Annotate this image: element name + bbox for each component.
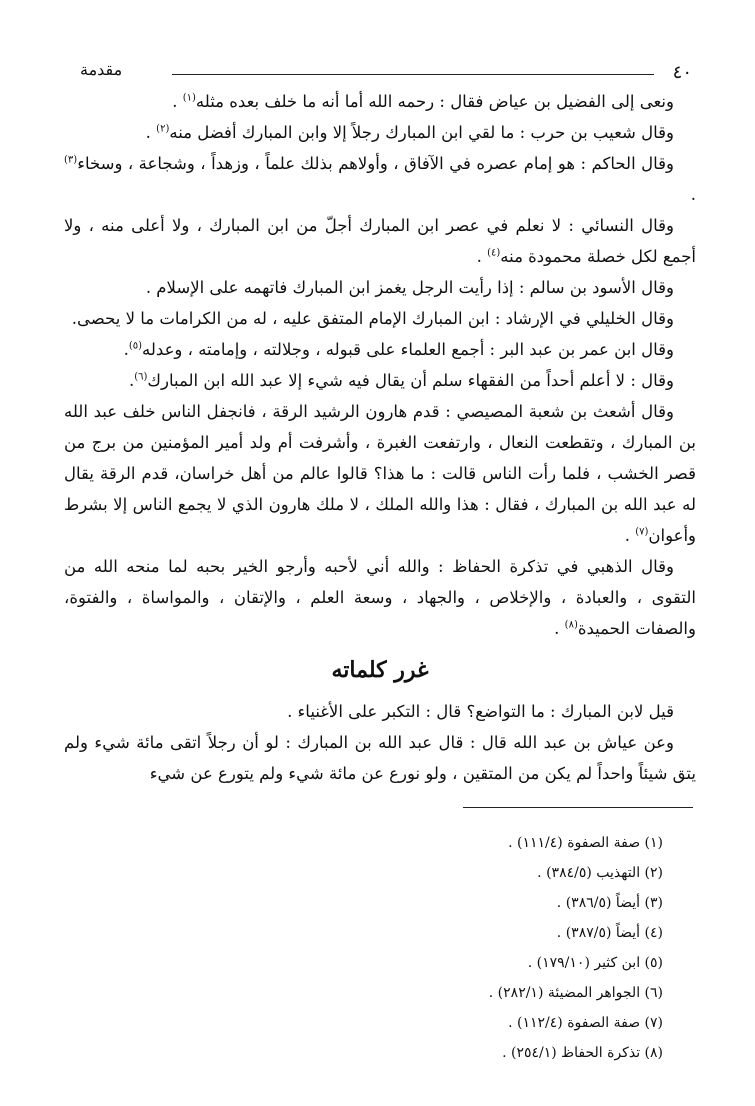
footnote-ref[interactable]: (٨) — [564, 619, 578, 631]
paragraph: وقال أشعث بن شعبة المصيصي : قدم هارون الرشيد الرقة ، فانجفل الناس خلف عبد الله بن المبارك ، وتقطعت النعال ، وارتفعت الغبرة ، وأشرفت أم ولد أمير المؤمنين من برج من قصر الخشب ، فلما رأت الناس قالت : ما هذا؟ قالوا عالم من أهل خراسان، قدم الرقة يقال له عبد الله بن المبارك ، فقال : هذا والله الملك ، لا ملك هارون الذي لا يجمع الناس إلا بشرط وأعوان$^{(٧)}$ . — [64, 402, 696, 545]
footnote-ref[interactable]: (١) — [182, 92, 196, 104]
footnote-item: (٧) صفة الصفوة (١١٢/٤) . — [508, 1015, 663, 1031]
footnote-ref[interactable]: (٤) — [487, 247, 501, 259]
paragraph: قيل لابن المبارك : ما التواضع؟ قال : التكبر على الأغنياء . — [287, 702, 674, 721]
section-title: مقدمة — [80, 60, 123, 79]
page-header — [80, 60, 692, 86]
paragraph: وقال النسائي : لا نعلم في عصر ابن المبارك أجلّ من ابن المبارك ، ولا أعلى منه ، ولا أجمع لكل خصلة محمودة منه$^{(٤)}$ . — [64, 216, 696, 266]
footnote-item: (٣) أيضاً (٣٨٦/٥) . — [556, 895, 663, 911]
footnotes — [143, 828, 663, 1068]
footnote-item: (٥) ابن كثير (١٧٩/١٠) . — [527, 955, 663, 971]
footnote-item: (١) صفة الصفوة (١١١/٤) . — [508, 835, 663, 851]
paragraph: ونعى إلى الفضيل بن عياض فقال : رحمه الله أما أنه ما خلف بعده مثله$^{(١)}$ . — [172, 92, 674, 111]
footnote-ref[interactable]: (٢) — [156, 123, 170, 135]
paragraph: وقال شعيب بن حرب : ما لقي ابن المبارك رجلاً إلا وابن المبارك أفضل منه$^{(٢)}$ . — [145, 123, 674, 142]
paragraph: وقال الحاكم : هو إمام عصره في الآفاق ، وأولاهم بذلك علماً ، وزهداً ، وشجاعة ، وسخاء$^{(٣)}$ . — [64, 154, 696, 204]
footnote-ref[interactable]: (٥) — [128, 340, 143, 352]
footnote-item: (٦) الجواهر المضيئة (٢٨٢/١) . — [488, 985, 663, 1001]
footnote-ref[interactable]: (٧) — [635, 526, 649, 538]
main-text — [64, 86, 696, 789]
paragraph: وقال الأسود بن سالم : إذا رأيت الرجل يغمز ابن المبارك فاتهمه على الإسلام . — [145, 278, 674, 297]
paragraph: وقال الخليلي في الإرشاد : ابن المبارك الإمام المتفق عليه ، له من الكرامات ما لا يحصى. — [71, 309, 674, 328]
footnote-ref[interactable]: (٦) — [134, 371, 148, 383]
footnote-ref[interactable]: (٣) — [64, 154, 78, 166]
page-number: ٤٠ — [672, 62, 692, 83]
section-heading: غرر كلماته — [331, 657, 429, 683]
paragraph: وقال الذهبي في تذكرة الحفاظ : والله أني لأحبه وأرجو الخير بحبه لما منحه الله من التقوى ، والعبادة ، والإخلاص ، والجهاد ، وسعة العلم ، والإتقان ، والمواساة ، والفتوة، والصفات الحميدة$^{(٨)}$ . — [64, 557, 696, 638]
paragraph: وقال : لا أعلم أحداً من الفقهاء سلم أن يقال فيه شيء إلا عبد الله ابن المبارك$^{(٦)}$. — [128, 371, 674, 390]
footnote-item: (٨) تذكرة الحفاظ (٢٥٤/١) . — [502, 1045, 663, 1061]
footnote-item: (٤) أيضاً (٣٨٧/٥) . — [556, 925, 663, 941]
paragraph: وعن عياش بن عبد الله قال : قال عبد الله بن المبارك : لو أن رجلاً اتقى مائة شيء ولم يتق شيئاً واحداً لم يكن من المتقين ، ولو نورع عن مائة شيء ولم يتورع عن شيء — [64, 733, 696, 783]
footnote-item: (٢) التهذيب (٣٨٤/٥) . — [537, 865, 663, 881]
footnote-rule — [463, 807, 693, 808]
paragraph: وقال ابن عمر بن عبد البر : أجمع العلماء على قبوله ، وجلالته ، وإمامته ، وعدله$^{(٥)}$. — [123, 340, 674, 359]
header-rule — [172, 74, 654, 75]
